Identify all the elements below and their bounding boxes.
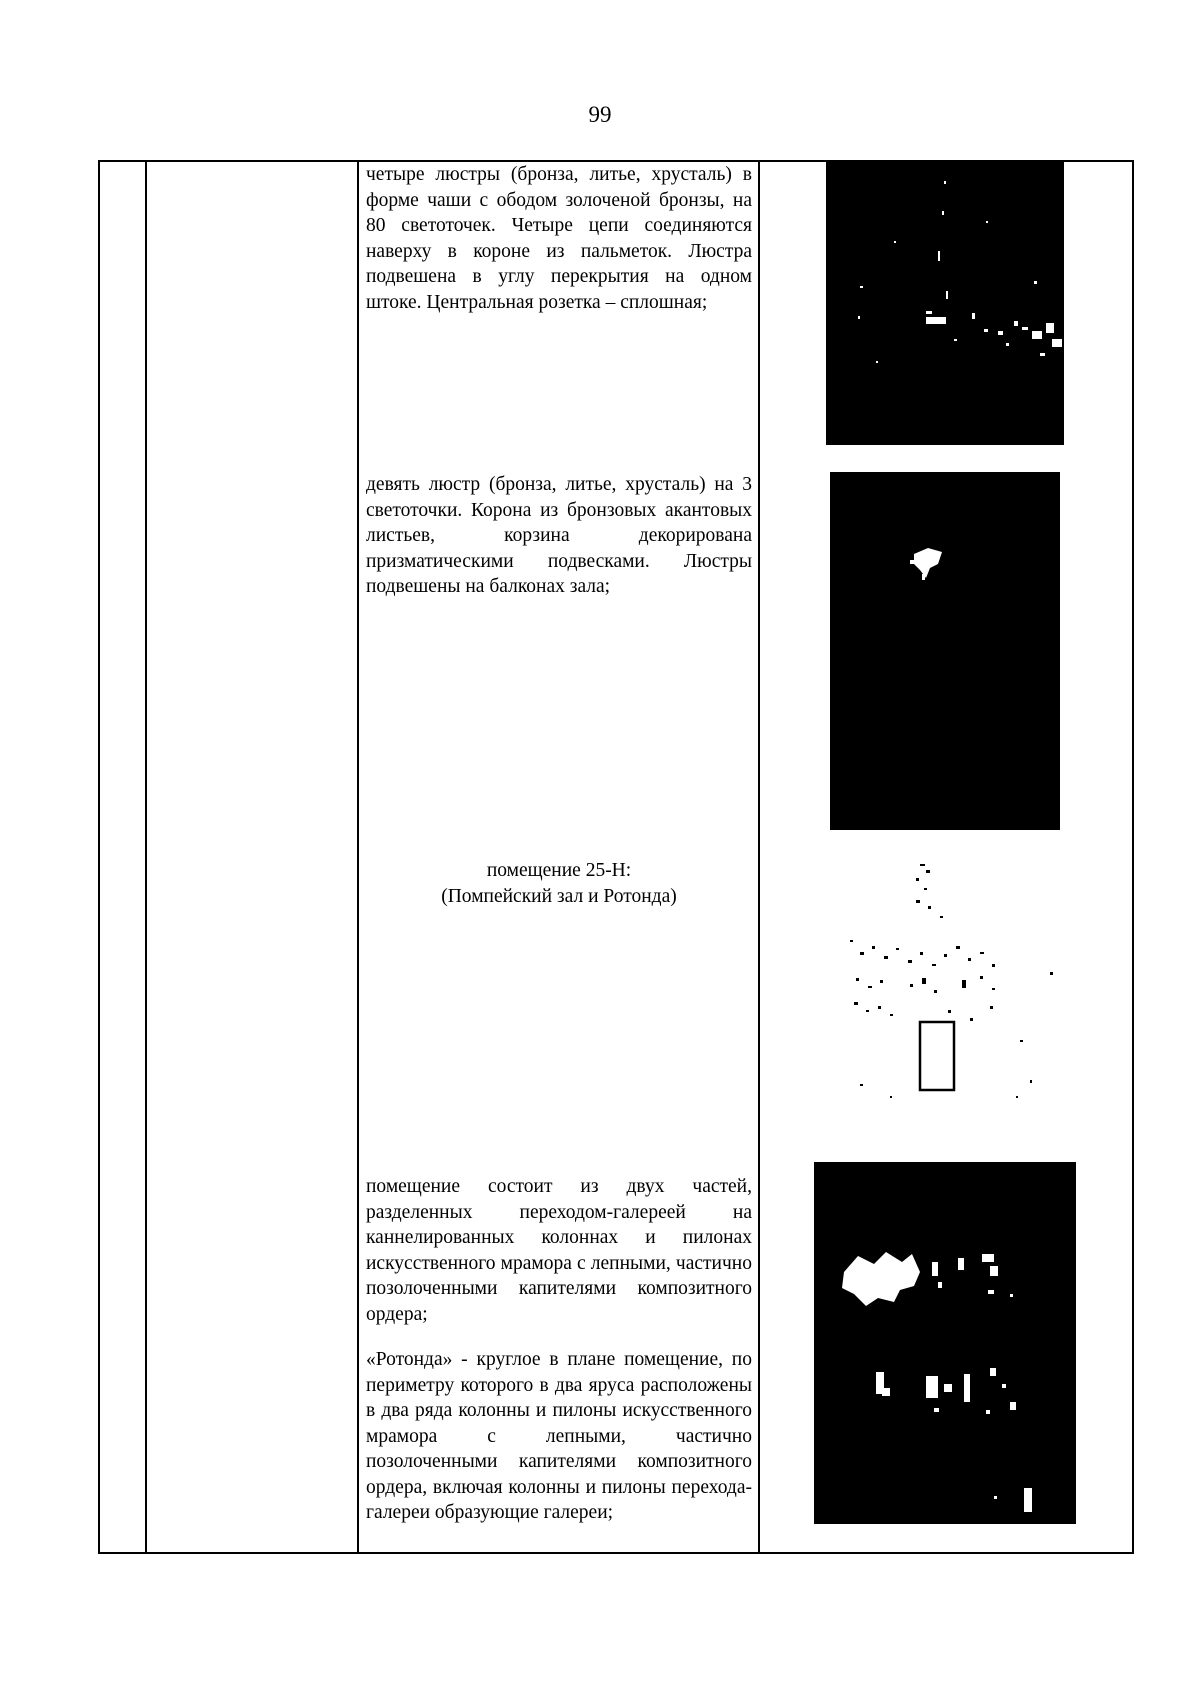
photo-chandelier-nine (830, 472, 1060, 830)
photo-chandelier-four (826, 161, 1064, 445)
column-divider-2 (357, 162, 359, 1552)
section-heading-room-25n: помещение 25-Н: (Помпейский зал и Ротонда) (441, 860, 677, 907)
column-divider-3 (758, 162, 760, 1552)
description-chandeliers-nine: девять люстр (бронза, литье, хрусталь) на 3 светоточки. Корона из бронзовых акантовых листьев, корзина декорирована призматическими подвесками. Люстры подвешены на балконах зала; (366, 474, 752, 597)
description-room-structure: помещение состоит из двух частей, разделенных переходом-галереей на каннелированных колоннах и пилонах искусственного мрамора с лепными, частично позолоченными капителями композитного ордера; «Ротонда» - круглое в плане помещение, по периметру которого в два яруса расположены в два ряда колонны и пилоны искусственного мрамора с лепными, частично позолоченными капителями композитного ордера, включая колонны и пилоны перехода-галереи образующие галереи; (366, 1176, 752, 1523)
photo-rotunda (814, 1162, 1076, 1524)
description-chandeliers-four: четыре люстры (бронза, литье, хрусталь) в форме чаши с ободом золоченой бронзы, на 80 светоточек. Четыре цепи соединяются наверху в короне из пальметок. Люстра подвешена в углу перекрытия на одном штоке. Центральная розетка – сплошная; (366, 164, 752, 313)
column-divider-1 (145, 162, 147, 1552)
page-number: 99 (588, 102, 612, 127)
photo-pompeian-hall (820, 860, 1080, 1112)
